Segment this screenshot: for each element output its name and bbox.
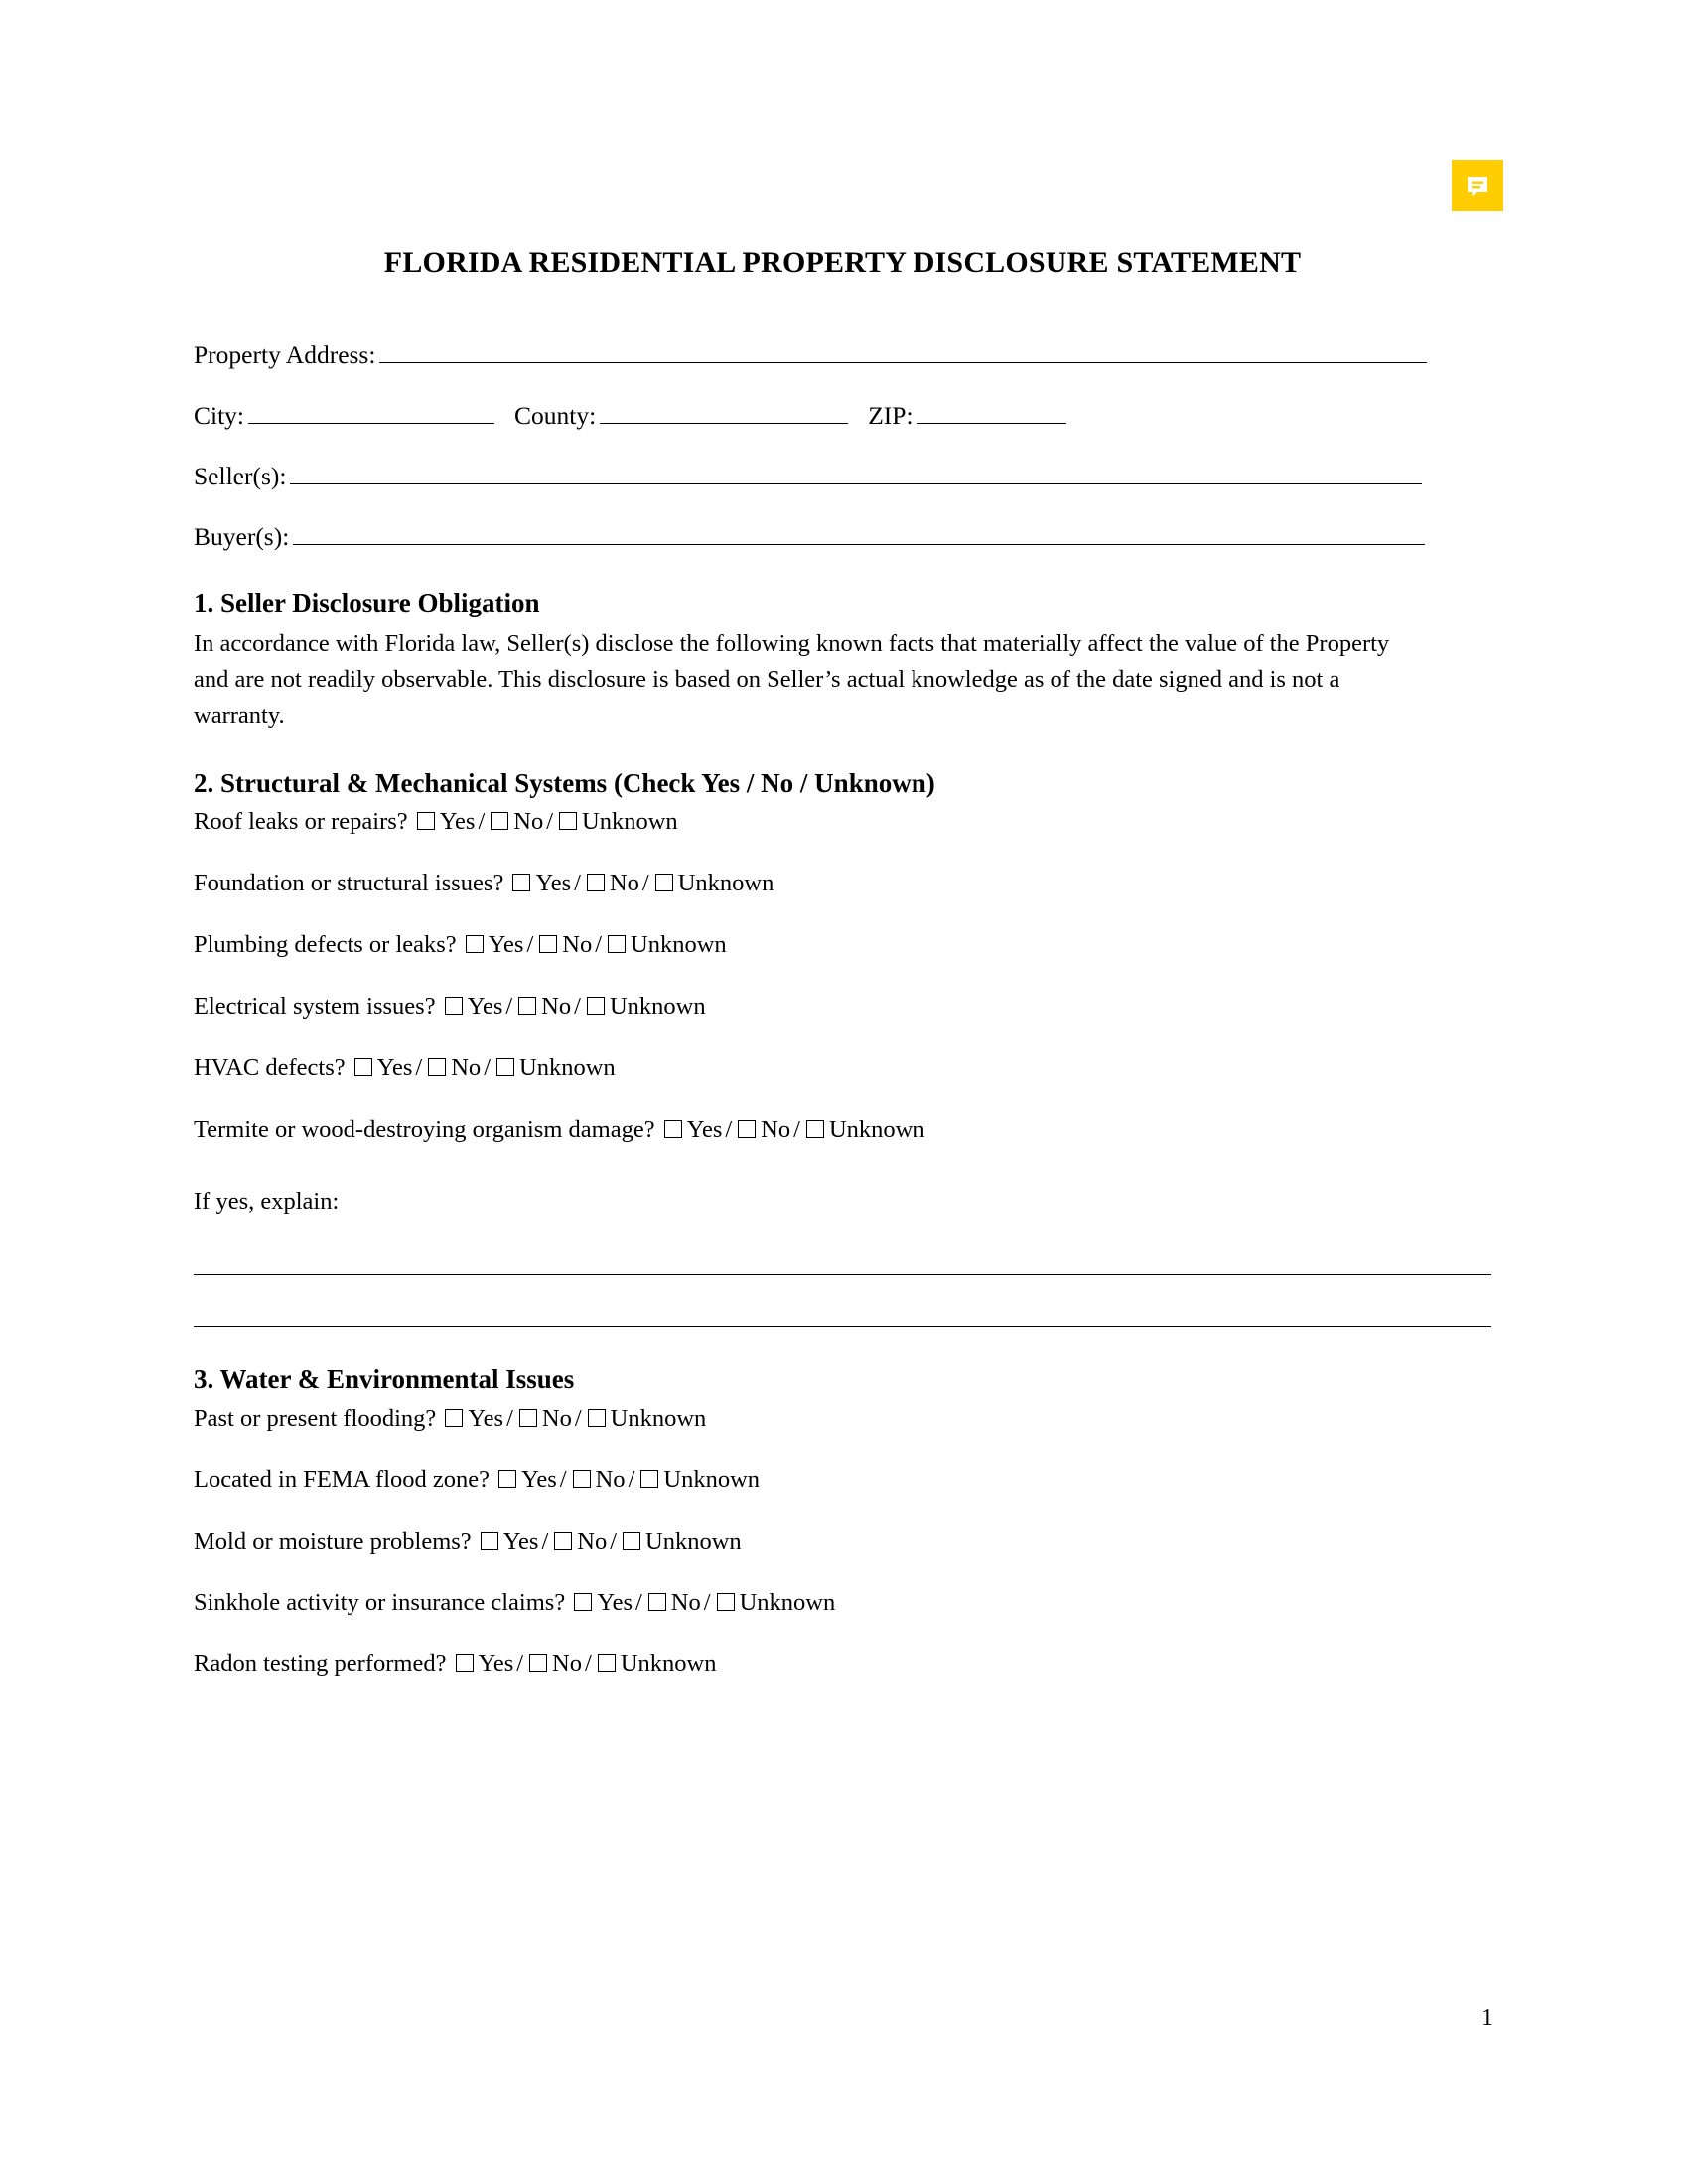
city-input[interactable] [248,399,494,424]
page-title: FLORIDA RESIDENTIAL PROPERTY DISCLOSURE STATEMENT [383,246,1302,279]
question-row [194,1587,1491,1619]
choice-unknown: Unknown [739,1588,836,1616]
question-label: Roof leaks or repairs? [194,808,408,836]
choice-yes: Yes [521,1465,557,1493]
choice-yes: Yes [535,870,572,897]
choice-separator: / [415,1053,423,1081]
choice-yes: Yes [597,1588,633,1616]
choice-no: No [577,1527,608,1555]
buyers-label: Buyer(s): [194,522,290,551]
document-content [194,246,1491,1680]
choice-no: No [609,870,639,897]
section-1-body: In accordance with Florida law, Seller(s) disclose the following known facts that materially affect the value of the Property and are not readily observable. This disclosure is based on Seller’s actual knowledge as of the date signed and is not a warranty. [194,629,1390,729]
choice-separator: / [559,1465,567,1493]
page-number: 1 [1481,2005,1493,2031]
choice-separator: / [526,931,534,959]
checkbox-unknown[interactable] [623,1532,640,1550]
choice-separator: / [628,1465,635,1493]
comment-icon[interactable] [1452,160,1503,211]
checkbox-no[interactable] [554,1532,572,1550]
checkbox-no[interactable] [519,1409,537,1427]
checkbox-yes[interactable] [574,1593,592,1611]
section-2-heading: 2. Structural & Mechanical Systems (Check Yes / No / Unknown) [194,767,935,798]
checkbox-unknown[interactable] [496,1058,514,1076]
choice-yes: Yes [439,808,476,836]
choice-unknown: Unknown [519,1053,616,1081]
question-row [194,806,1491,838]
choice-no: No [451,1053,482,1081]
checkbox-no[interactable] [648,1593,666,1611]
choice-no: No [562,931,593,959]
choice-unknown: Unknown [610,1405,707,1433]
choice-no: No [595,1465,626,1493]
checkbox-no[interactable] [573,1470,591,1488]
checkbox-yes[interactable] [498,1470,516,1488]
question-label: Sinkhole activity or insurance claims? [194,1588,566,1616]
choice-no: No [670,1588,701,1616]
choice-yes: Yes [488,931,524,959]
choice-unknown: Unknown [663,1465,761,1493]
choice-no: No [541,992,572,1020]
checkbox-yes[interactable] [512,874,530,891]
choice-yes: Yes [686,1115,723,1143]
section-3-questions [194,1403,1491,1680]
choice-unknown: Unknown [828,1115,925,1143]
checkbox-no[interactable] [587,874,605,891]
choice-separator: / [725,1115,733,1143]
checkbox-yes[interactable] [417,812,435,830]
checkbox-yes[interactable] [481,1532,498,1550]
property-address-input[interactable] [379,339,1427,363]
sellers-input[interactable] [290,460,1422,484]
choice-separator: / [793,1115,800,1143]
choice-yes: Yes [468,1405,504,1433]
section-1-heading: 1. Seller Disclosure Obligation [194,587,540,617]
question-row [194,868,1491,899]
choice-separator: / [546,808,554,836]
choice-yes: Yes [467,992,503,1020]
explain-line-2[interactable] [194,1326,1491,1327]
choice-separator: / [574,992,581,1020]
choice-unknown: Unknown [582,808,678,836]
choice-separator: / [703,1588,711,1616]
choice-unknown: Unknown [609,992,706,1020]
question-label: HVAC defects? [194,1053,346,1081]
checkbox-no[interactable] [518,997,536,1015]
buyers-row [194,520,1491,553]
checkbox-no[interactable] [529,1654,547,1672]
zip-label: ZIP: [868,400,914,430]
choice-separator: / [541,1527,549,1555]
choice-separator: / [574,1405,582,1433]
choice-separator: / [585,1650,592,1678]
checkbox-no[interactable] [491,812,508,830]
question-row [194,929,1491,961]
choice-separator: / [641,870,649,897]
city-label: City: [194,400,245,430]
sellers-label: Seller(s): [194,461,287,490]
question-row [194,1648,1491,1680]
checkbox-no[interactable] [428,1058,446,1076]
checkbox-yes[interactable] [445,997,463,1015]
question-label: Past or present flooding? [194,1405,437,1433]
choice-yes: Yes [502,1527,539,1555]
choice-yes: Yes [376,1053,413,1081]
choice-separator: / [610,1527,618,1555]
explain-line-1[interactable] [194,1274,1491,1275]
checkbox-unknown[interactable] [598,1654,616,1672]
question-label: Foundation or structural issues? [194,870,504,897]
choice-no: No [541,1405,572,1433]
question-row [194,1403,1491,1434]
question-row [194,991,1491,1023]
checkbox-unknown[interactable] [655,874,673,891]
choice-separator: / [505,992,513,1020]
property-address-row [194,339,1491,371]
zip-input[interactable] [917,399,1066,424]
checkbox-yes[interactable] [664,1120,682,1138]
choice-unknown: Unknown [645,1527,742,1555]
question-label: Electrical system issues? [194,992,436,1020]
checkbox-unknown[interactable] [559,812,577,830]
choice-separator: / [484,1053,491,1081]
explain-label: If yes, explain: [194,1188,340,1216]
checkbox-yes[interactable] [456,1654,474,1672]
choice-separator: / [506,1405,513,1433]
checkbox-no[interactable] [738,1120,756,1138]
question-label: Located in FEMA flood zone? [194,1465,491,1493]
choice-unknown: Unknown [631,931,727,959]
choice-unknown: Unknown [677,870,774,897]
choice-separator: / [478,808,486,836]
choice-no: No [552,1650,582,1678]
question-label: Termite or wood-destroying organism damage? [194,1115,655,1143]
checkbox-unknown[interactable] [608,935,626,953]
county-label: County: [514,400,597,430]
section-2-questions [194,806,1491,1145]
buyers-input[interactable] [293,520,1425,545]
city-county-zip-row [194,399,1491,432]
checkbox-unknown[interactable] [588,1409,606,1427]
choice-no: No [513,808,544,836]
checkbox-unknown[interactable] [717,1593,735,1611]
checkbox-unknown[interactable] [587,997,605,1015]
checkbox-unknown[interactable] [640,1470,658,1488]
choice-separator: / [634,1588,642,1616]
county-input[interactable] [600,399,848,424]
checkbox-yes[interactable] [445,1409,463,1427]
question-label: Mold or moisture problems? [194,1527,472,1555]
checkbox-unknown[interactable] [806,1120,824,1138]
checkbox-no[interactable] [539,935,557,953]
question-row [194,1052,1491,1084]
question-label: Radon testing performed? [194,1650,447,1678]
checkbox-yes[interactable] [354,1058,372,1076]
choice-yes: Yes [478,1650,514,1678]
property-fields [194,339,1491,553]
choice-unknown: Unknown [620,1650,717,1678]
section-3-heading: 3. Water & Environmental Issues [194,1364,575,1395]
question-label: Plumbing defects or leaks? [194,931,457,959]
question-row [194,1526,1491,1558]
sellers-row [194,460,1491,492]
choice-no: No [761,1115,791,1143]
question-row [194,1464,1491,1496]
property-address-label: Property Address: [194,340,376,369]
choice-separator: / [516,1650,524,1678]
choice-separator: / [595,931,603,959]
checkbox-yes[interactable] [466,935,484,953]
choice-separator: / [574,870,581,897]
question-row [194,1114,1491,1146]
